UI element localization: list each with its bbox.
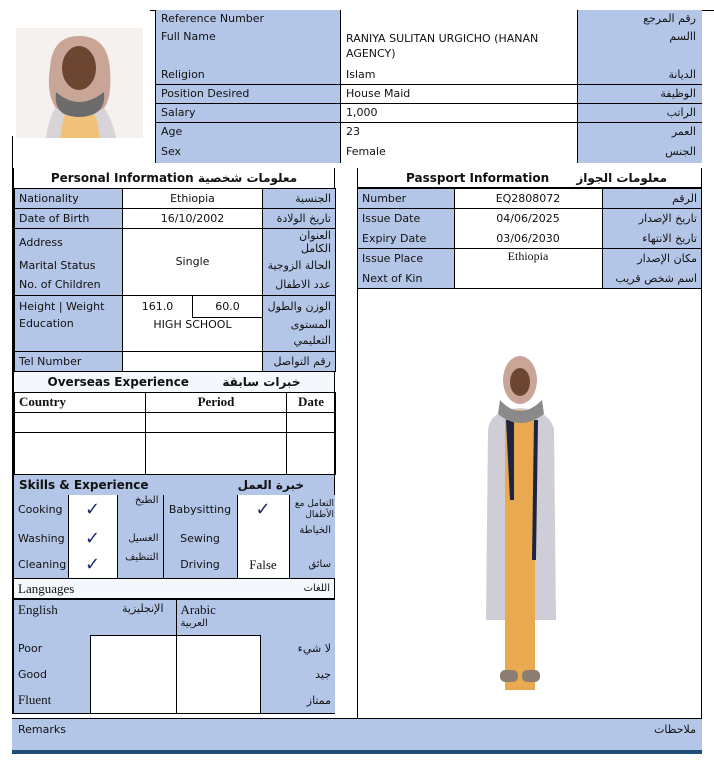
language-level-row <box>14 636 335 662</box>
skills-title <box>14 475 334 495</box>
row-nationality <box>15 189 336 209</box>
skill-label-ar: التعامل مع الأطفال <box>289 495 335 525</box>
personal-info-section <box>12 168 335 714</box>
field-label-ar: الجنسية <box>263 189 336 209</box>
field-label: Marital Status <box>15 255 123 275</box>
field-label-ar: تاريخ الإصدار <box>602 209 701 229</box>
height-value: 161.0 <box>123 295 193 317</box>
header-label: Position Desired <box>155 85 340 103</box>
row-dob <box>15 209 336 229</box>
remarks-label: Remarks <box>18 723 66 736</box>
headshot-photo <box>16 28 143 138</box>
field-label-ar: رقم التواصل <box>263 351 336 371</box>
arabic-label-ar: العربية <box>180 618 208 629</box>
row-height-weight <box>15 295 336 317</box>
passport-table <box>358 188 701 289</box>
washing-check[interactable]: ✓ <box>68 525 117 552</box>
field-label-ar: الحالة الزوجية <box>263 255 336 275</box>
section-title-en: Overseas Experience <box>47 374 189 389</box>
overseas-header-row <box>15 392 336 412</box>
level-label: Poor <box>14 636 90 662</box>
tel-value <box>123 351 263 371</box>
overseas-row <box>15 432 336 474</box>
skill-label-ar: الغسيل <box>117 525 163 552</box>
field-label: Nationality <box>15 189 123 209</box>
skill-label-ar: التنظيف <box>117 552 163 579</box>
skill-row <box>14 552 335 579</box>
level-label: Fluent <box>14 688 90 714</box>
languages-title <box>14 579 334 599</box>
overseas-cell <box>146 432 287 474</box>
header-label-ar: االسم <box>577 28 702 66</box>
skill-label-ar: سائق <box>289 552 335 579</box>
section-title-en: Skills & Experience <box>19 477 149 492</box>
row-passport-number <box>358 189 701 209</box>
field-label: No. of Children <box>15 275 123 295</box>
field-label-ar: الرقم <box>602 189 701 209</box>
header-label-ar: رقم المرجع <box>577 10 702 28</box>
header-label: Full Name <box>155 28 340 66</box>
header-row-salary <box>155 104 702 123</box>
row-education <box>15 317 336 351</box>
header-label: Religion <box>155 66 340 84</box>
issue-date-value: 04/06/2025 <box>454 209 602 229</box>
row-address <box>15 229 336 256</box>
column-header: Period <box>146 392 287 412</box>
field-label: Address <box>15 229 123 256</box>
overseas-row <box>15 412 336 432</box>
level-label-ar: ممتاز <box>260 688 335 714</box>
field-label-ar: مكان الإصدار <box>602 249 701 269</box>
skill-label: Babysitting <box>163 495 237 525</box>
field-label: Height | Weight <box>15 295 123 317</box>
section-title-en: Languages <box>18 581 75 596</box>
row-next-of-kin <box>358 269 701 289</box>
sex-value: Female <box>340 141 577 163</box>
dob-value: 16/10/2002 <box>123 209 263 229</box>
field-label-ar: الوزن والطول <box>263 295 336 317</box>
full-name-value: RANIYA SULITAN URGICHO (HANAN AGENCY) <box>340 28 577 66</box>
overseas-title <box>14 372 334 392</box>
skills-table <box>14 495 335 580</box>
header-row-religion <box>155 66 702 85</box>
weight-value: 60.0 <box>193 295 263 317</box>
nationality-value: Ethiopia <box>123 189 263 209</box>
header-label: Reference Number <box>155 10 340 28</box>
skill-label: Cooking <box>14 495 68 525</box>
section-title-en: Personal Information <box>50 171 194 185</box>
field-label: Date of Birth <box>15 209 123 229</box>
age-value: 23 <box>340 123 577 141</box>
field-label: Tel Number <box>15 351 123 371</box>
religion-value: Islam <box>340 66 577 84</box>
header-label: Salary <box>155 104 340 122</box>
header-row-sex <box>155 141 702 163</box>
personal-info-title <box>14 168 334 188</box>
languages-table <box>14 599 335 714</box>
field-label-ar: اسم شخص قريب <box>602 269 701 289</box>
personal-info-table <box>14 188 336 372</box>
section-title-ar: معلومات الجواز <box>576 171 667 185</box>
header-label: Age <box>155 123 340 141</box>
english-header <box>14 600 176 636</box>
skill-row <box>14 525 335 552</box>
position-value: House Maid <box>340 85 577 103</box>
column-header: Country <box>15 392 146 412</box>
level-label-ar: لا شيء <box>260 636 335 662</box>
english-label: English <box>18 602 58 617</box>
header-row-age <box>155 123 702 141</box>
field-label: Issue Date <box>358 209 454 229</box>
row-issue-place <box>358 249 701 269</box>
bottom-bar <box>12 750 702 754</box>
section-title-ar: خبرة العمل <box>237 477 304 492</box>
header-row-fullname <box>155 28 702 66</box>
salary-value: 1,000 <box>340 104 577 122</box>
section-title-ar: خبرات سابقة <box>222 374 301 389</box>
remarks-label-ar: ملاحظات <box>654 723 696 736</box>
header-row-position <box>155 85 702 104</box>
skill-label: Washing <box>14 525 68 552</box>
marital-value: Single <box>123 229 263 296</box>
arabic-label: Arabic <box>180 602 216 617</box>
field-label-ar: تاريخ الولادة <box>263 209 336 229</box>
sewing-value[interactable] <box>237 525 289 552</box>
languages-header-row <box>14 600 335 636</box>
section-title-ar: اللغات <box>303 583 330 594</box>
header-row-reference <box>155 10 702 28</box>
skill-label-ar: الطبخ <box>117 495 163 525</box>
overseas-table <box>14 392 336 475</box>
skill-label: Cleaning <box>14 552 68 579</box>
header-label-ar: العمر <box>577 123 702 141</box>
cleaning-check[interactable]: ✓ <box>68 552 117 579</box>
driving-value[interactable]: False <box>237 552 289 579</box>
header-table <box>155 10 702 163</box>
field-label: Number <box>358 189 454 209</box>
passport-title <box>358 168 701 188</box>
field-label: Next of Kin <box>358 269 454 289</box>
babysitting-check[interactable]: ✓ <box>237 495 289 525</box>
level-label-ar: جيد <box>260 662 335 688</box>
skill-row <box>14 495 335 525</box>
header-label-ar: الديانة <box>577 66 702 84</box>
border-line <box>701 168 702 718</box>
header-label-ar: الراتب <box>577 104 702 122</box>
column-header: Date <box>287 392 336 412</box>
field-label: Issue Place <box>358 249 454 269</box>
arabic-header <box>176 600 335 636</box>
overseas-cell <box>146 412 287 432</box>
level-label: Good <box>14 662 90 688</box>
header-label-ar: الوظيفة <box>577 85 702 103</box>
field-label-ar: تاريخ الانتهاء <box>602 229 701 249</box>
row-expiry-date <box>358 229 701 249</box>
field-label-ar: المستوى التعليمي <box>263 317 336 351</box>
overseas-cell <box>287 432 336 474</box>
skill-label: Sewing <box>163 525 237 552</box>
remarks-row[interactable] <box>12 718 702 752</box>
field-label: Education <box>15 317 123 351</box>
header-label: Sex <box>155 141 340 163</box>
border-line <box>12 136 13 170</box>
passport-section <box>358 168 701 289</box>
overseas-cell <box>15 412 146 432</box>
reference-number-value[interactable] <box>340 10 577 28</box>
skill-label-ar: الخياطة <box>289 525 335 552</box>
section-title-en: Passport Information <box>406 171 550 185</box>
next-of-kin-value <box>454 269 602 289</box>
overseas-cell <box>287 412 336 432</box>
overseas-cell <box>15 432 146 474</box>
education-value: HIGH SCHOOL <box>123 317 263 351</box>
section-title-ar: معلومات شخصية <box>197 171 298 185</box>
skill-label: Driving <box>163 552 237 579</box>
field-label-ar: العنوان الكامل <box>263 229 336 256</box>
field-label-ar: عدد الاطفال <box>263 275 336 295</box>
issue-place-value: Ethiopia <box>454 249 602 269</box>
field-label: Expiry Date <box>358 229 454 249</box>
english-label-ar: الإنجليزية <box>122 602 164 615</box>
passport-number-value: EQ2808072 <box>454 189 602 209</box>
cooking-check[interactable]: ✓ <box>68 495 117 525</box>
full-body-photo <box>470 350 570 695</box>
expiry-date-value: 03/06/2030 <box>454 229 602 249</box>
row-issue-date <box>358 209 701 229</box>
row-tel <box>15 351 336 371</box>
arabic-level-cell[interactable] <box>176 636 260 714</box>
header-label-ar: الجنس <box>577 141 702 163</box>
english-level-cell[interactable] <box>90 636 176 714</box>
